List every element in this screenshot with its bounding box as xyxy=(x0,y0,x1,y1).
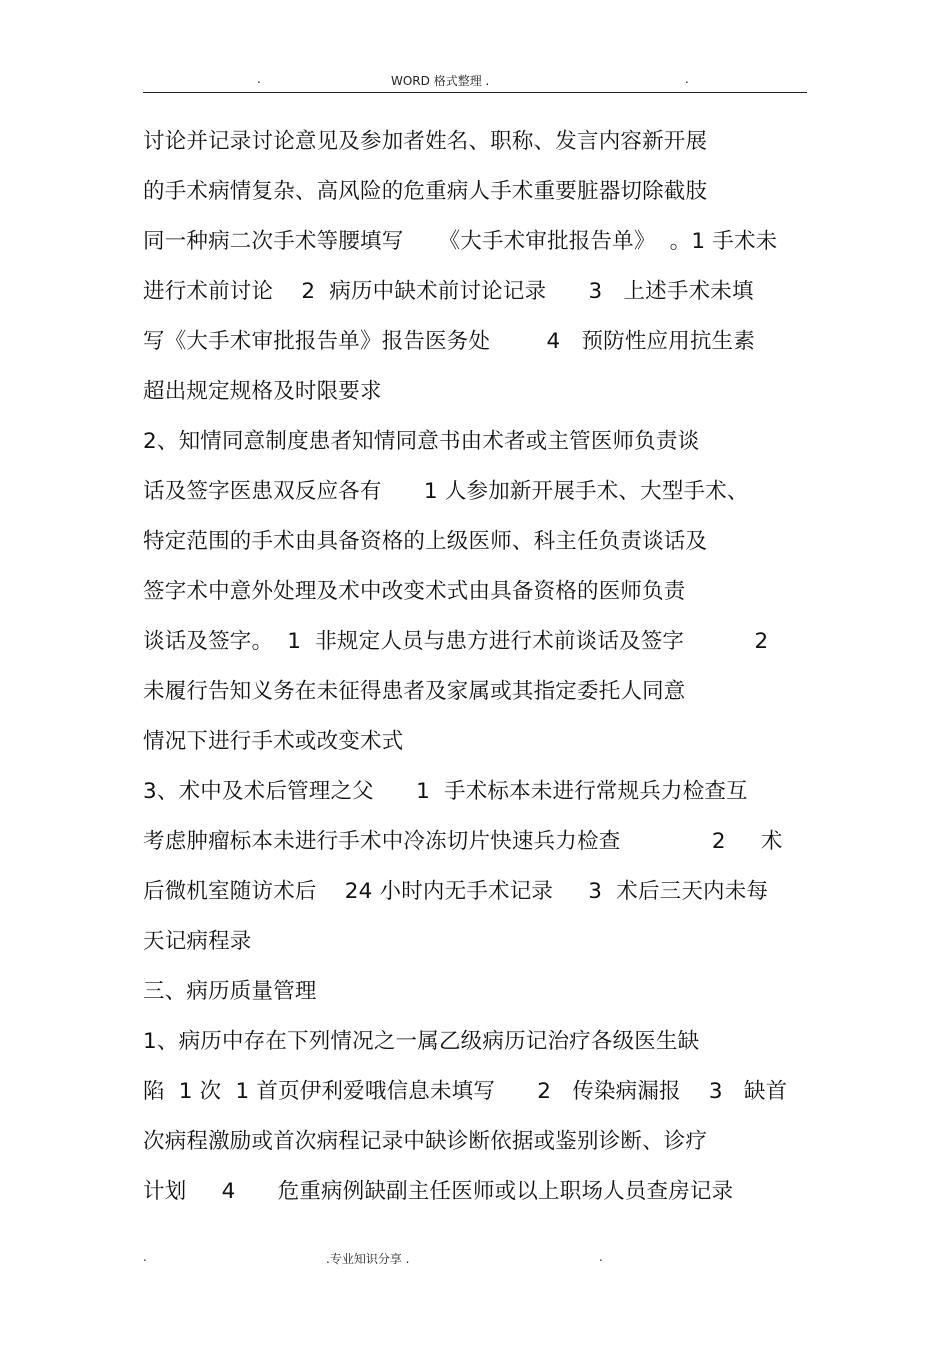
text-line: 2、知情同意制度患者知情同意书由术者或主管医师负责谈 xyxy=(143,429,700,454)
text-line: 未履行告知义务在未征得患者及家属或其指定委托人同意 xyxy=(143,679,686,704)
text-line: 天记病程录 xyxy=(143,929,252,954)
footer-right-mark: . xyxy=(599,1250,603,1264)
text-line: 陷 1 次 1 首页伊利爱哦信息未填写 2 传染病漏报 3 缺首 xyxy=(143,1079,788,1104)
section-heading: 三、病历质量管理 xyxy=(143,979,317,1004)
text-line: 考虑肿瘤标本未进行手术中冷冻切片快速兵力检查 2 术 xyxy=(143,829,783,854)
header-title: WORD 格式整理 . xyxy=(391,74,490,88)
text-line: 写《大手术审批报告单》报告医务处 4 预防性应用抗生素 xyxy=(143,329,756,354)
header-left-mark: . xyxy=(257,72,261,86)
text-line: 进行术前讨论 2 病历中缺术前讨论记录 3 上述手术未填 xyxy=(143,279,754,304)
text-line: 特定范围的手术由具备资格的上级医师、科主任负责谈话及 xyxy=(143,529,708,554)
text-line: 讨论并记录讨论意见及参加者姓名、职称、发言内容新开展 xyxy=(143,129,708,154)
text-line: 谈话及签字。 1 非规定人员与患方进行术前谈话及签字 2 xyxy=(143,629,769,654)
text-line: 后微机室随访术后 24 小时内无手术记录 3 术后三天内未每 xyxy=(143,879,769,904)
text-line: 计划 4 危重病例缺副主任医师或以上职场人员查房记录 xyxy=(143,1179,734,1204)
text-line: 签字术中意外处理及术中改变术式由具备资格的医师负责 xyxy=(143,579,686,604)
page-footer xyxy=(143,1250,807,1270)
page-header xyxy=(143,70,807,93)
text-line: 同一种病二次手术等腰填写 《大手术审批报告单》 。1 手术未 xyxy=(143,229,778,254)
footer-text: .专业知识分享 . xyxy=(326,1252,410,1266)
text-line: 的手术病情复杂、高风险的危重病人手术重要脏器切除截肢 xyxy=(143,179,708,204)
text-line: 情况下进行手术或改变术式 xyxy=(143,729,404,754)
document-body xyxy=(143,124,813,1224)
text-line: 次病程激励或首次病程记录中缺诊断依据或鉴别诊断、诊疗 xyxy=(143,1129,708,1154)
footer-left-mark: . xyxy=(143,1250,147,1264)
text-line: 3、术中及术后管理之父 1 手术标本未进行常规兵力检查互 xyxy=(143,779,748,804)
header-right-mark: . xyxy=(685,72,689,86)
text-line: 1、病历中存在下列情况之一属乙级病历记治疗各级医生缺 xyxy=(143,1029,700,1054)
text-line: 超出规定规格及时限要求 xyxy=(143,379,382,404)
text-line: 话及签字医患双反应各有 1 人参加新开展手术、大型手术、 xyxy=(143,479,749,504)
